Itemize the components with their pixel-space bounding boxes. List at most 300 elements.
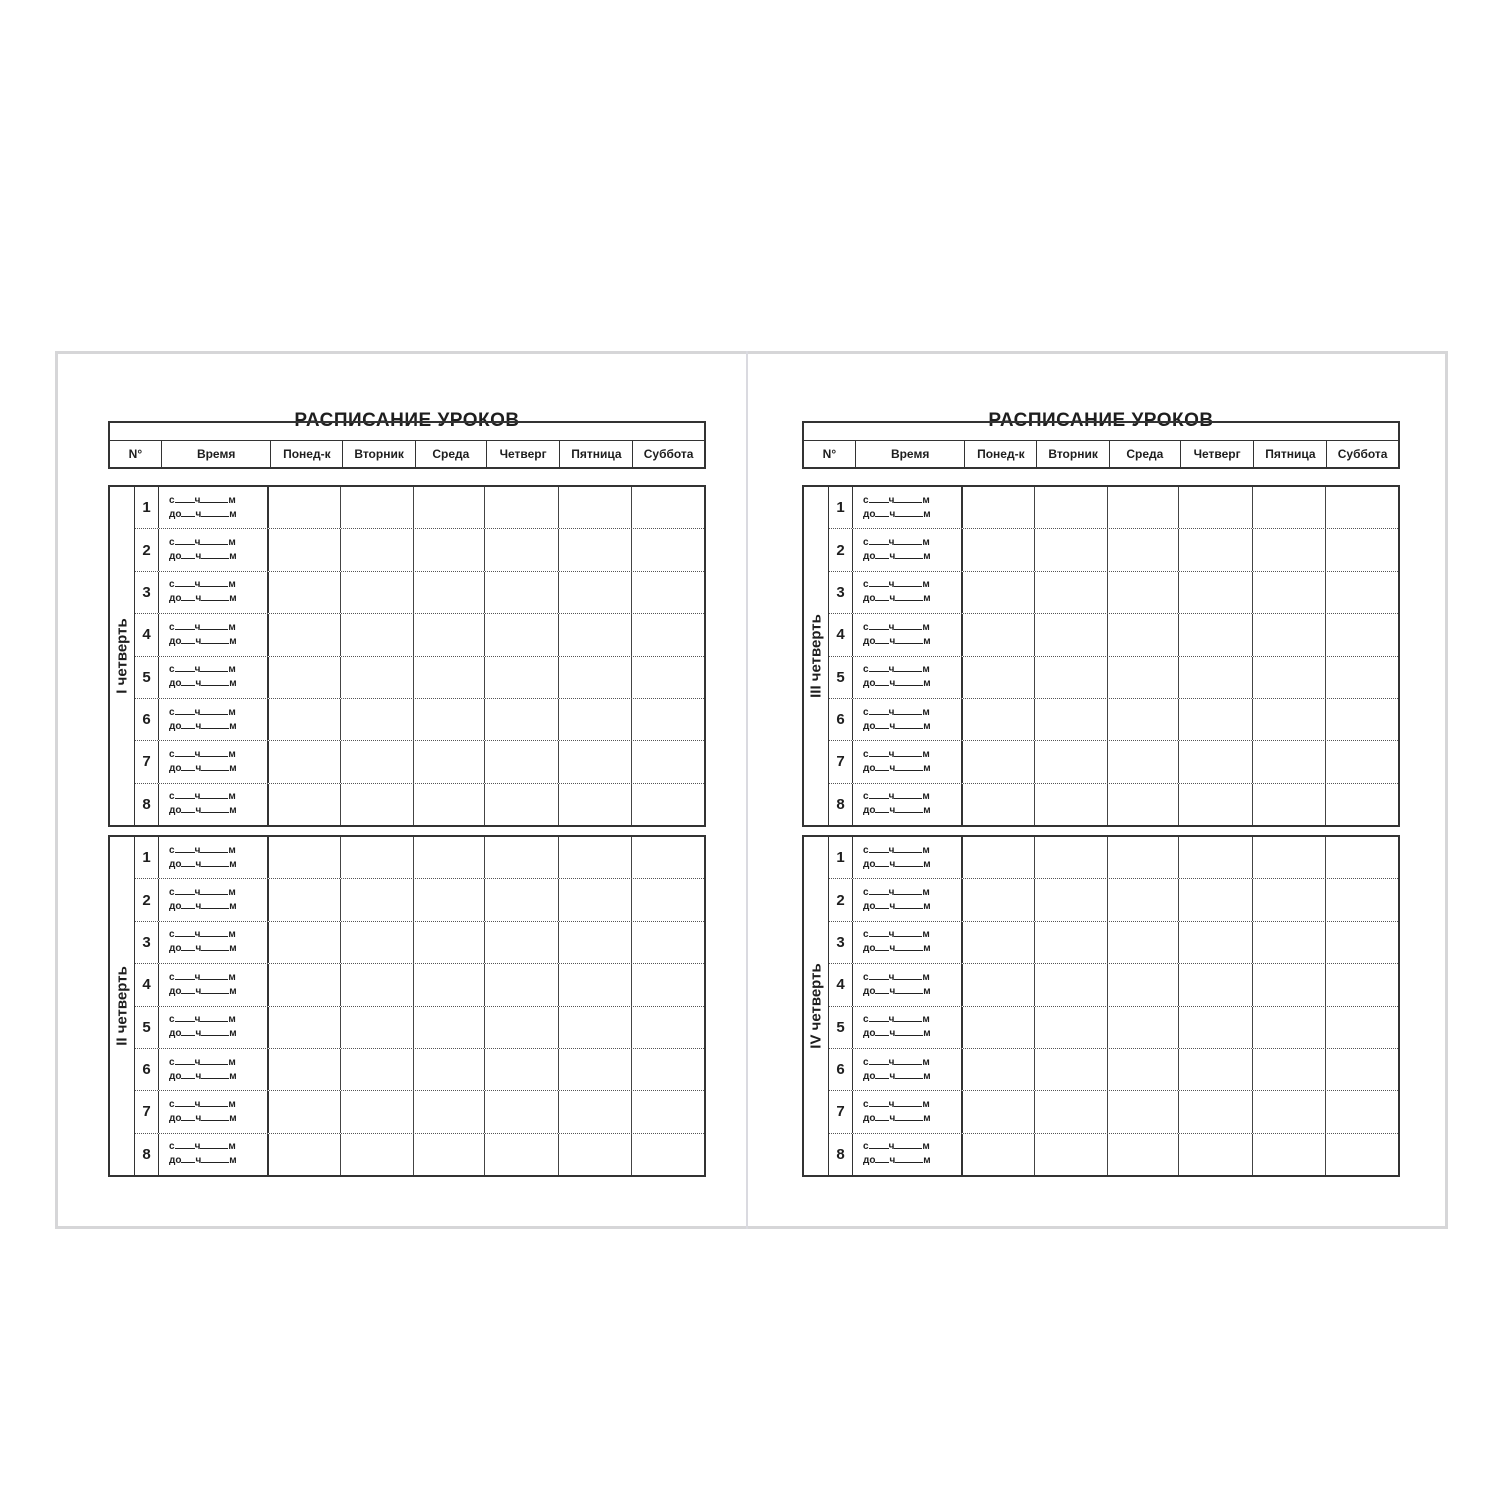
blank-line[interactable] (200, 494, 228, 503)
day-cell[interactable] (485, 657, 559, 698)
day-cell[interactable] (269, 741, 341, 782)
blank-line[interactable] (895, 1027, 923, 1036)
blank-line[interactable] (181, 1027, 195, 1036)
day-cell[interactable] (1035, 964, 1108, 1005)
blank-line[interactable] (175, 494, 195, 503)
day-cell[interactable] (963, 699, 1035, 740)
blank-line[interactable] (894, 621, 922, 630)
lesson-time[interactable] (159, 529, 269, 570)
blank-line[interactable] (200, 790, 228, 799)
blank-line[interactable] (869, 971, 889, 980)
lesson-time[interactable] (853, 529, 963, 570)
day-cell[interactable] (1108, 1091, 1179, 1132)
day-cell[interactable] (1253, 1049, 1326, 1090)
day-cell[interactable] (414, 1007, 485, 1048)
blank-line[interactable] (869, 1013, 889, 1022)
blank-line[interactable] (200, 621, 228, 630)
blank-line[interactable] (869, 1056, 889, 1065)
blank-line[interactable] (200, 928, 228, 937)
blank-line[interactable] (895, 985, 923, 994)
blank-line[interactable] (175, 748, 195, 757)
day-cell[interactable] (485, 741, 559, 782)
blank-line[interactable] (175, 790, 195, 799)
blank-line[interactable] (895, 635, 923, 644)
day-cell[interactable] (963, 487, 1035, 528)
blank-line[interactable] (894, 494, 922, 503)
day-cell[interactable] (1108, 964, 1179, 1005)
day-cell[interactable] (341, 1007, 414, 1048)
blank-line[interactable] (201, 508, 229, 517)
blank-line[interactable] (175, 1098, 195, 1107)
lesson-time[interactable] (853, 1091, 963, 1132)
day-cell[interactable] (269, 879, 341, 920)
day-cell[interactable] (1179, 1049, 1253, 1090)
blank-line[interactable] (895, 592, 923, 601)
day-cell[interactable] (559, 964, 632, 1005)
blank-line[interactable] (895, 900, 923, 909)
blank-line[interactable] (200, 886, 228, 895)
day-cell[interactable] (485, 1091, 559, 1132)
lesson-time[interactable] (159, 699, 269, 740)
day-cell[interactable] (559, 614, 632, 655)
lesson-time[interactable] (159, 784, 269, 825)
day-cell[interactable] (485, 1049, 559, 1090)
day-cell[interactable] (963, 879, 1035, 920)
day-cell[interactable] (559, 572, 632, 613)
day-cell[interactable] (963, 529, 1035, 570)
day-cell[interactable] (632, 922, 704, 963)
day-cell[interactable] (963, 837, 1035, 878)
blank-line[interactable] (175, 1056, 195, 1065)
day-cell[interactable] (485, 1134, 559, 1175)
blank-line[interactable] (175, 844, 195, 853)
day-cell[interactable] (1253, 964, 1326, 1005)
blank-line[interactable] (201, 858, 229, 867)
blank-line[interactable] (201, 635, 229, 644)
lesson-time[interactable] (159, 879, 269, 920)
blank-line[interactable] (875, 1154, 889, 1163)
blank-line[interactable] (894, 748, 922, 757)
blank-line[interactable] (875, 635, 889, 644)
day-cell[interactable] (485, 964, 559, 1005)
day-cell[interactable] (559, 529, 632, 570)
day-cell[interactable] (1179, 699, 1253, 740)
day-cell[interactable] (485, 879, 559, 920)
day-cell[interactable] (1179, 741, 1253, 782)
blank-line[interactable] (181, 900, 195, 909)
blank-line[interactable] (201, 1154, 229, 1163)
day-cell[interactable] (1035, 699, 1108, 740)
day-cell[interactable] (1108, 922, 1179, 963)
day-cell[interactable] (1108, 1007, 1179, 1048)
day-cell[interactable] (1326, 1091, 1398, 1132)
day-cell[interactable] (485, 699, 559, 740)
day-cell[interactable] (963, 1007, 1035, 1048)
day-cell[interactable] (414, 699, 485, 740)
day-cell[interactable] (1108, 572, 1179, 613)
lesson-time[interactable] (159, 837, 269, 878)
blank-line[interactable] (869, 663, 889, 672)
blank-line[interactable] (895, 720, 923, 729)
day-cell[interactable] (341, 784, 414, 825)
lesson-time[interactable] (159, 922, 269, 963)
day-cell[interactable] (485, 529, 559, 570)
day-cell[interactable] (1253, 879, 1326, 920)
day-cell[interactable] (632, 529, 704, 570)
blank-line[interactable] (200, 844, 228, 853)
lesson-time[interactable] (853, 784, 963, 825)
day-cell[interactable] (485, 487, 559, 528)
day-cell[interactable] (963, 922, 1035, 963)
lesson-time[interactable] (159, 741, 269, 782)
day-cell[interactable] (269, 1091, 341, 1132)
day-cell[interactable] (1253, 1091, 1326, 1132)
lesson-time[interactable] (159, 614, 269, 655)
day-cell[interactable] (1108, 657, 1179, 698)
day-cell[interactable] (1326, 614, 1398, 655)
day-cell[interactable] (1326, 784, 1398, 825)
day-cell[interactable] (1035, 922, 1108, 963)
day-cell[interactable] (1108, 529, 1179, 570)
day-cell[interactable] (1179, 1007, 1253, 1048)
blank-line[interactable] (875, 762, 889, 771)
day-cell[interactable] (1035, 741, 1108, 782)
day-cell[interactable] (1253, 1007, 1326, 1048)
day-cell[interactable] (632, 1091, 704, 1132)
blank-line[interactable] (875, 508, 889, 517)
day-cell[interactable] (1326, 922, 1398, 963)
lesson-time[interactable] (159, 572, 269, 613)
day-cell[interactable] (963, 614, 1035, 655)
day-cell[interactable] (1253, 784, 1326, 825)
blank-line[interactable] (894, 886, 922, 895)
day-cell[interactable] (632, 699, 704, 740)
lesson-time[interactable] (159, 1091, 269, 1132)
day-cell[interactable] (414, 837, 485, 878)
day-cell[interactable] (1253, 741, 1326, 782)
day-cell[interactable] (414, 614, 485, 655)
day-cell[interactable] (414, 572, 485, 613)
day-cell[interactable] (1253, 529, 1326, 570)
day-cell[interactable] (1035, 1007, 1108, 1048)
blank-line[interactable] (895, 858, 923, 867)
blank-line[interactable] (201, 592, 229, 601)
day-cell[interactable] (341, 837, 414, 878)
lesson-time[interactable] (159, 1134, 269, 1175)
blank-line[interactable] (181, 1154, 195, 1163)
lesson-time[interactable] (159, 1049, 269, 1090)
day-cell[interactable] (485, 572, 559, 613)
blank-line[interactable] (875, 592, 889, 601)
blank-line[interactable] (181, 942, 195, 951)
blank-line[interactable] (875, 720, 889, 729)
day-cell[interactable] (485, 922, 559, 963)
day-cell[interactable] (963, 572, 1035, 613)
blank-line[interactable] (181, 677, 195, 686)
day-cell[interactable] (1108, 699, 1179, 740)
day-cell[interactable] (559, 1049, 632, 1090)
day-cell[interactable] (414, 1134, 485, 1175)
day-cell[interactable] (1253, 1134, 1326, 1175)
day-cell[interactable] (559, 879, 632, 920)
day-cell[interactable] (1326, 699, 1398, 740)
day-cell[interactable] (1108, 741, 1179, 782)
day-cell[interactable] (1179, 657, 1253, 698)
blank-line[interactable] (175, 971, 195, 980)
day-cell[interactable] (485, 614, 559, 655)
day-cell[interactable] (414, 784, 485, 825)
blank-line[interactable] (181, 985, 195, 994)
lesson-time[interactable] (853, 487, 963, 528)
day-cell[interactable] (414, 657, 485, 698)
day-cell[interactable] (1179, 879, 1253, 920)
blank-line[interactable] (869, 578, 889, 587)
blank-line[interactable] (200, 748, 228, 757)
blank-line[interactable] (869, 886, 889, 895)
blank-line[interactable] (181, 762, 195, 771)
day-cell[interactable] (341, 964, 414, 1005)
blank-line[interactable] (181, 635, 195, 644)
day-cell[interactable] (1108, 879, 1179, 920)
day-cell[interactable] (1326, 837, 1398, 878)
day-cell[interactable] (269, 784, 341, 825)
blank-line[interactable] (200, 536, 228, 545)
day-cell[interactable] (559, 657, 632, 698)
blank-line[interactable] (181, 508, 195, 517)
blank-line[interactable] (875, 858, 889, 867)
blank-line[interactable] (181, 720, 195, 729)
blank-line[interactable] (201, 942, 229, 951)
day-cell[interactable] (1326, 487, 1398, 528)
blank-line[interactable] (895, 1112, 923, 1121)
day-cell[interactable] (269, 964, 341, 1005)
blank-line[interactable] (201, 1112, 229, 1121)
day-cell[interactable] (341, 572, 414, 613)
day-cell[interactable] (414, 1091, 485, 1132)
day-cell[interactable] (341, 699, 414, 740)
day-cell[interactable] (269, 487, 341, 528)
day-cell[interactable] (1253, 837, 1326, 878)
day-cell[interactable] (559, 1134, 632, 1175)
day-cell[interactable] (1108, 1134, 1179, 1175)
lesson-time[interactable] (853, 1134, 963, 1175)
blank-line[interactable] (869, 621, 889, 630)
blank-line[interactable] (175, 536, 195, 545)
day-cell[interactable] (341, 879, 414, 920)
day-cell[interactable] (963, 1091, 1035, 1132)
day-cell[interactable] (1035, 572, 1108, 613)
blank-line[interactable] (869, 1098, 889, 1107)
day-cell[interactable] (963, 964, 1035, 1005)
day-cell[interactable] (414, 741, 485, 782)
blank-line[interactable] (200, 1056, 228, 1065)
day-cell[interactable] (559, 487, 632, 528)
blank-line[interactable] (869, 790, 889, 799)
day-cell[interactable] (1108, 614, 1179, 655)
blank-line[interactable] (895, 508, 923, 517)
day-cell[interactable] (269, 572, 341, 613)
day-cell[interactable] (632, 837, 704, 878)
blank-line[interactable] (869, 928, 889, 937)
blank-line[interactable] (201, 550, 229, 559)
blank-line[interactable] (875, 804, 889, 813)
day-cell[interactable] (485, 837, 559, 878)
day-cell[interactable] (414, 964, 485, 1005)
blank-line[interactable] (869, 494, 889, 503)
day-cell[interactable] (559, 922, 632, 963)
blank-line[interactable] (175, 621, 195, 630)
day-cell[interactable] (1035, 657, 1108, 698)
blank-line[interactable] (201, 762, 229, 771)
lesson-time[interactable] (853, 837, 963, 878)
day-cell[interactable] (1253, 922, 1326, 963)
blank-line[interactable] (200, 1013, 228, 1022)
blank-line[interactable] (875, 1070, 889, 1079)
day-cell[interactable] (341, 487, 414, 528)
day-cell[interactable] (1108, 1049, 1179, 1090)
blank-line[interactable] (869, 748, 889, 757)
blank-line[interactable] (895, 942, 923, 951)
day-cell[interactable] (1035, 487, 1108, 528)
day-cell[interactable] (269, 1049, 341, 1090)
day-cell[interactable] (1179, 529, 1253, 570)
day-cell[interactable] (632, 1007, 704, 1048)
blank-line[interactable] (894, 706, 922, 715)
day-cell[interactable] (341, 1134, 414, 1175)
day-cell[interactable] (632, 487, 704, 528)
day-cell[interactable] (1326, 1007, 1398, 1048)
day-cell[interactable] (632, 1049, 704, 1090)
day-cell[interactable] (341, 657, 414, 698)
blank-line[interactable] (181, 550, 195, 559)
blank-line[interactable] (894, 578, 922, 587)
day-cell[interactable] (1035, 1091, 1108, 1132)
lesson-time[interactable] (853, 741, 963, 782)
day-cell[interactable] (269, 1007, 341, 1048)
blank-line[interactable] (894, 844, 922, 853)
day-cell[interactable] (1326, 657, 1398, 698)
day-cell[interactable] (632, 614, 704, 655)
day-cell[interactable] (1326, 964, 1398, 1005)
day-cell[interactable] (1179, 614, 1253, 655)
day-cell[interactable] (1035, 879, 1108, 920)
day-cell[interactable] (414, 1049, 485, 1090)
blank-line[interactable] (869, 536, 889, 545)
day-cell[interactable] (269, 837, 341, 878)
blank-line[interactable] (181, 1112, 195, 1121)
blank-line[interactable] (894, 1140, 922, 1149)
blank-line[interactable] (201, 720, 229, 729)
day-cell[interactable] (632, 964, 704, 1005)
lesson-time[interactable] (853, 879, 963, 920)
day-cell[interactable] (963, 784, 1035, 825)
day-cell[interactable] (485, 1007, 559, 1048)
blank-line[interactable] (894, 928, 922, 937)
day-cell[interactable] (1035, 1049, 1108, 1090)
blank-line[interactable] (201, 900, 229, 909)
blank-line[interactable] (200, 1098, 228, 1107)
blank-line[interactable] (200, 971, 228, 980)
day-cell[interactable] (963, 1049, 1035, 1090)
blank-line[interactable] (181, 804, 195, 813)
blank-line[interactable] (875, 550, 889, 559)
day-cell[interactable] (1035, 837, 1108, 878)
blank-line[interactable] (181, 1070, 195, 1079)
day-cell[interactable] (559, 1007, 632, 1048)
blank-line[interactable] (869, 1140, 889, 1149)
day-cell[interactable] (269, 614, 341, 655)
lesson-time[interactable] (853, 699, 963, 740)
lesson-time[interactable] (853, 922, 963, 963)
day-cell[interactable] (1326, 1134, 1398, 1175)
lesson-time[interactable] (853, 1049, 963, 1090)
lesson-time[interactable] (853, 572, 963, 613)
blank-line[interactable] (175, 706, 195, 715)
day-cell[interactable] (414, 529, 485, 570)
day-cell[interactable] (341, 1091, 414, 1132)
blank-line[interactable] (181, 592, 195, 601)
day-cell[interactable] (1108, 837, 1179, 878)
day-cell[interactable] (485, 784, 559, 825)
blank-line[interactable] (895, 1154, 923, 1163)
day-cell[interactable] (1253, 572, 1326, 613)
day-cell[interactable] (1108, 784, 1179, 825)
blank-line[interactable] (875, 942, 889, 951)
blank-line[interactable] (175, 1013, 195, 1022)
blank-line[interactable] (175, 663, 195, 672)
lesson-time[interactable] (853, 657, 963, 698)
day-cell[interactable] (1326, 741, 1398, 782)
day-cell[interactable] (1253, 614, 1326, 655)
day-cell[interactable] (632, 741, 704, 782)
day-cell[interactable] (341, 741, 414, 782)
day-cell[interactable] (632, 879, 704, 920)
day-cell[interactable] (269, 922, 341, 963)
lesson-time[interactable] (159, 487, 269, 528)
blank-line[interactable] (175, 578, 195, 587)
day-cell[interactable] (1108, 487, 1179, 528)
blank-line[interactable] (181, 858, 195, 867)
blank-line[interactable] (869, 844, 889, 853)
day-cell[interactable] (1326, 572, 1398, 613)
day-cell[interactable] (632, 572, 704, 613)
blank-line[interactable] (175, 886, 195, 895)
blank-line[interactable] (894, 1098, 922, 1107)
day-cell[interactable] (632, 657, 704, 698)
day-cell[interactable] (632, 1134, 704, 1175)
blank-line[interactable] (201, 985, 229, 994)
blank-line[interactable] (201, 804, 229, 813)
lesson-time[interactable] (159, 657, 269, 698)
day-cell[interactable] (1326, 1049, 1398, 1090)
day-cell[interactable] (1253, 699, 1326, 740)
day-cell[interactable] (341, 614, 414, 655)
blank-line[interactable] (894, 663, 922, 672)
blank-line[interactable] (201, 1070, 229, 1079)
blank-line[interactable] (200, 706, 228, 715)
blank-line[interactable] (895, 677, 923, 686)
day-cell[interactable] (1179, 572, 1253, 613)
day-cell[interactable] (269, 699, 341, 740)
blank-line[interactable] (200, 663, 228, 672)
blank-line[interactable] (875, 677, 889, 686)
blank-line[interactable] (201, 1027, 229, 1036)
blank-line[interactable] (875, 900, 889, 909)
day-cell[interactable] (1035, 529, 1108, 570)
day-cell[interactable] (1179, 1134, 1253, 1175)
lesson-time[interactable] (159, 964, 269, 1005)
blank-line[interactable] (175, 1140, 195, 1149)
